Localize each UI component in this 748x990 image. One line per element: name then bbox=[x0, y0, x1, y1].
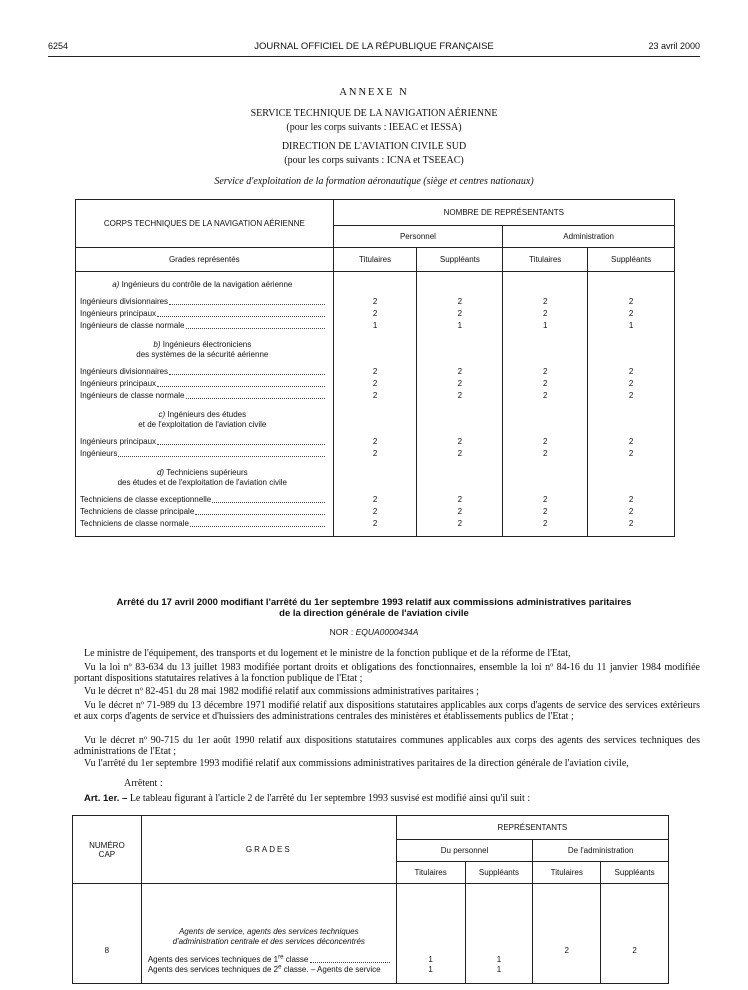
grade-line bbox=[80, 518, 325, 530]
spacer bbox=[503, 460, 587, 494]
column-header: Titulaires bbox=[396, 862, 465, 884]
value: 2 bbox=[372, 495, 378, 504]
spacer bbox=[334, 332, 417, 366]
category-title bbox=[148, 927, 390, 947]
value: 2 bbox=[457, 367, 463, 376]
personnel-header: Du personnel bbox=[396, 840, 533, 862]
category-letter: b) bbox=[153, 340, 163, 349]
ordinal-suffix: e bbox=[278, 964, 282, 971]
paragraph bbox=[74, 735, 700, 757]
value: 2 bbox=[457, 449, 463, 458]
spacer bbox=[588, 460, 674, 494]
category-title bbox=[80, 410, 325, 430]
value: 2 bbox=[542, 507, 548, 516]
value: 1 bbox=[496, 955, 502, 964]
leader-dots bbox=[157, 378, 325, 387]
grade-label: Ingénieurs principaux bbox=[80, 379, 157, 388]
value: 2 bbox=[372, 367, 378, 376]
representants-header: REPRÉSENTANTS bbox=[396, 816, 668, 840]
spacer bbox=[334, 402, 417, 436]
paragraph bbox=[74, 758, 700, 769]
spacer bbox=[334, 460, 417, 494]
value: 2 bbox=[457, 437, 463, 446]
value: 1 bbox=[428, 955, 433, 964]
grade-line bbox=[80, 320, 325, 332]
category-title-text: Ingénieurs des études bbox=[167, 410, 247, 419]
spacer bbox=[417, 460, 502, 494]
ordinal-suffix: re bbox=[278, 954, 284, 961]
representatives-table bbox=[75, 199, 675, 537]
nor-value: EQUA0000434A bbox=[355, 627, 419, 637]
grades-header: GRADES bbox=[141, 816, 396, 884]
leader-dots bbox=[169, 366, 325, 375]
article-text: Le tableau figurant à l'article 2 de l'arrêté du 1er septembre 1993 susvisé est modifié ainsi qu'il suit : bbox=[129, 793, 531, 804]
category-title-line: d'administration centrale et des services déconcentrés bbox=[172, 937, 365, 946]
value: 2 bbox=[628, 519, 634, 528]
grade-label: Ingénieurs de classe normale bbox=[80, 321, 185, 330]
value: 2 bbox=[372, 297, 378, 306]
grade-line bbox=[80, 308, 325, 320]
column-header: Suppléants bbox=[417, 248, 503, 272]
value: 2 bbox=[628, 391, 634, 400]
article-label: Art. 1er. – bbox=[84, 793, 128, 804]
value: 2 bbox=[457, 379, 463, 388]
value: 2 bbox=[542, 391, 548, 400]
category-title bbox=[80, 280, 325, 290]
administration-header: De l'administration bbox=[533, 840, 669, 862]
service-heading: SERVICE TECHNIQUE DE LA NAVIGATION AÉRIENNE bbox=[250, 108, 498, 119]
category-title-line: des systèmes de la sécurité aérienne bbox=[136, 350, 269, 359]
grade-line bbox=[148, 965, 390, 975]
grade-label: Ingénieurs principaux bbox=[80, 309, 157, 318]
arrete-title-line: de la direction générale de l'aviation civile bbox=[279, 608, 469, 619]
value: 2 bbox=[457, 309, 463, 318]
spacer bbox=[417, 332, 502, 366]
grade-line bbox=[80, 448, 325, 460]
value: 1 bbox=[542, 321, 548, 330]
category-title-text: Ingénieurs du contrôle de la navigation aérienne bbox=[121, 280, 293, 289]
administration-suppleants-cell: 2 bbox=[601, 884, 669, 984]
grade-line bbox=[148, 955, 390, 965]
value: 2 bbox=[542, 495, 548, 504]
grade-label: Techniciens de classe exceptionnelle bbox=[80, 495, 212, 504]
paragraph-text: Vu le décret nº 82-451 du 28 mai 1982 modifié relatif aux commissions administratives paritaires ; bbox=[84, 686, 479, 697]
personnel-header: Personnel bbox=[333, 226, 503, 248]
grade-label: Ingénieurs de classe normale bbox=[80, 391, 185, 400]
nor-label: NOR : bbox=[329, 627, 354, 637]
article-1 bbox=[74, 793, 700, 804]
nombre-header: NOMBRE DE REPRÉSENTANTS bbox=[333, 200, 674, 226]
publication-date: 23 avril 2000 bbox=[648, 41, 700, 51]
cap-table bbox=[72, 815, 669, 984]
leader-dots bbox=[169, 296, 325, 305]
grade-label: Agents des services techniques de 2e classe. – Agents de service bbox=[147, 964, 381, 974]
value: 2 bbox=[542, 449, 548, 458]
numero-cap-header bbox=[73, 816, 142, 884]
grade-line bbox=[80, 494, 325, 506]
value: 2 bbox=[628, 297, 634, 306]
value: 1 bbox=[628, 321, 634, 330]
leader-dots bbox=[212, 494, 324, 503]
value: 2 bbox=[542, 437, 548, 446]
grades-column bbox=[76, 272, 334, 537]
leader-dots bbox=[118, 448, 324, 457]
value: 2 bbox=[372, 519, 378, 528]
value: 1 bbox=[457, 321, 463, 330]
administration-header: Administration bbox=[503, 226, 675, 248]
grade-line bbox=[80, 296, 325, 308]
page-number: 6254 bbox=[48, 41, 69, 51]
journal-title: JOURNAL OFFICIEL DE LA RÉPUBLIQUE FRANÇAISE bbox=[254, 41, 494, 52]
value: 2 bbox=[372, 391, 378, 400]
grade-line bbox=[80, 366, 325, 378]
grades-cell bbox=[141, 884, 396, 984]
administration-suppleants-column bbox=[588, 272, 675, 537]
value: 2 bbox=[457, 391, 463, 400]
value: 2 bbox=[542, 309, 548, 318]
arrete-title bbox=[0, 597, 748, 619]
value: 1 bbox=[372, 321, 378, 330]
arrete-title-line: Arrêté du 17 avril 2000 modifiant l'arrêté du 1er septembre 1993 relatif aux commissions administratives paritaires bbox=[116, 597, 632, 608]
paragraph bbox=[74, 662, 700, 684]
category-letter: c) bbox=[158, 410, 168, 419]
service-subheading: (pour les corps suivants : ICNA et TSEEAC) bbox=[284, 155, 464, 166]
category-title-line bbox=[80, 340, 325, 350]
value: 2 bbox=[628, 507, 634, 516]
paragraph-text: Vu l'arrêté du 1er septembre 1993 modifié relatif aux commissions administratives paritaires de la direction générale de l'aviation civile, bbox=[84, 758, 629, 769]
administration-titulaires-cell: 2 bbox=[533, 884, 601, 984]
paragraph-text: Vu le décret nº 71-989 du 13 décembre 1971 modifié relatif aux dispositions statutaires applicables aux corps d'agents de service des services extérieurs et aux corps d'agents de service et d'huissiers des administrations centrales des ministères et établissements publics de l'Etat ; bbox=[74, 700, 700, 722]
service-heading: Service d'exploitation de la formation aéronautique (siège et centres nationaux) bbox=[214, 176, 534, 187]
grade-label: Ingénieurs divisionnaires bbox=[80, 367, 169, 376]
value: 2 bbox=[628, 437, 634, 446]
category-title bbox=[80, 468, 325, 488]
grade-label: Techniciens de classe principale bbox=[80, 507, 195, 516]
service-subheading: (pour les corps suivants : IEEAC et IESSA) bbox=[286, 122, 462, 133]
value: 2 bbox=[372, 437, 378, 446]
table-row bbox=[73, 884, 669, 984]
numero-cap: 8 bbox=[73, 884, 142, 984]
value: 2 bbox=[372, 379, 378, 388]
spacer bbox=[588, 402, 674, 436]
spacer bbox=[588, 332, 674, 366]
leader-dots bbox=[186, 320, 325, 329]
grade-label: Ingénieurs bbox=[80, 449, 118, 458]
grade-label: Agents des services techniques de 1re classe bbox=[147, 954, 309, 964]
column-header: Titulaires bbox=[333, 248, 417, 272]
value: 1 bbox=[496, 965, 502, 974]
category-title-line: Agents de service, agents des services techniques bbox=[178, 927, 359, 936]
category-title-line: et de l'exploitation de l'aviation civile bbox=[138, 420, 267, 429]
corps-header: CORPS TECHNIQUES DE LA NAVIGATION AÉRIENNE bbox=[76, 200, 334, 248]
spacer bbox=[503, 272, 587, 296]
value: 2 bbox=[372, 507, 378, 516]
leader-dots bbox=[157, 436, 325, 445]
spacer bbox=[503, 402, 587, 436]
category-title-line bbox=[80, 410, 325, 420]
header-rule bbox=[48, 56, 700, 57]
spacer bbox=[417, 272, 502, 296]
personnel-titulaires-cell bbox=[396, 884, 465, 984]
paragraph bbox=[74, 686, 700, 697]
value: 2 bbox=[372, 309, 378, 318]
annex-title: ANNEXE N bbox=[339, 87, 409, 98]
grade-line bbox=[80, 436, 325, 448]
spacer bbox=[417, 402, 502, 436]
leader-dots bbox=[186, 390, 325, 399]
numero-cap-header-text: NUMÉRO CAP bbox=[89, 840, 125, 859]
arretent-label: Arrêtent : bbox=[124, 778, 163, 789]
value: 2 bbox=[457, 297, 463, 306]
category-title-line bbox=[80, 468, 325, 478]
value: 2 bbox=[628, 309, 634, 318]
category-title bbox=[80, 340, 325, 360]
personnel-suppleants-cell bbox=[465, 884, 533, 984]
administration-titulaires-column bbox=[503, 272, 588, 537]
paragraph-text: Vu le décret nº 90-715 du 1er août 1990 relatif aux dispositions statutaires communes applicables aux corps des agents des services techniques des administrations de l'Etat ; bbox=[74, 735, 700, 757]
paragraph-text: Vu la loi nº 83-634 du 13 juillet 1983 modifiée portant droits et obligations des fonctionnaires, ensemble la loi nº 84-16 du 11 janvier 1984 modifiée portant dispositions statutaires relatives à la fonction publique de l'Etat ; bbox=[74, 662, 700, 684]
column-header: Suppléants bbox=[465, 862, 533, 884]
paragraph bbox=[74, 700, 700, 722]
column-header: Titulaires bbox=[533, 862, 601, 884]
value: 2 bbox=[457, 495, 463, 504]
service-heading: DIRECTION DE L'AVIATION CIVILE SUD bbox=[281, 141, 467, 152]
value: 2 bbox=[628, 449, 634, 458]
category-title-line bbox=[80, 280, 325, 290]
category-letter: d) bbox=[156, 468, 167, 477]
paragraph-text: Le ministre de l'équipement, des transports et du logement et le ministre de la fonction publique et de la réforme de l'Etat, bbox=[84, 648, 571, 659]
value: 2 bbox=[628, 495, 634, 504]
spacer bbox=[588, 272, 674, 296]
leader-dots bbox=[157, 308, 325, 317]
value: 2 bbox=[457, 507, 463, 516]
grade-label: Ingénieurs divisionnaires bbox=[80, 297, 169, 306]
column-header: Titulaires bbox=[503, 248, 588, 272]
grade-label: Techniciens de classe normale bbox=[80, 519, 189, 528]
value: 2 bbox=[628, 379, 634, 388]
personnel-titulaires-column bbox=[333, 272, 417, 537]
column-header: Suppléants bbox=[588, 248, 675, 272]
paragraph bbox=[74, 648, 700, 659]
spacer bbox=[334, 272, 417, 296]
grade-line bbox=[80, 378, 325, 390]
value: 1 bbox=[428, 965, 433, 974]
value: 2 bbox=[542, 519, 548, 528]
grade-label: Ingénieurs principaux bbox=[80, 437, 157, 446]
value: 2 bbox=[542, 367, 548, 376]
value: 2 bbox=[628, 367, 634, 376]
value: 2 bbox=[542, 379, 548, 388]
nor-reference bbox=[0, 627, 748, 637]
category-title-text: Ingénieurs électroniciens bbox=[162, 340, 252, 349]
value: 2 bbox=[457, 519, 463, 528]
column-header: Suppléants bbox=[601, 862, 669, 884]
category-title-line: des études et de l'exploitation de l'aviation civile bbox=[117, 478, 287, 487]
grade-line bbox=[80, 506, 325, 518]
personnel-suppleants-column bbox=[417, 272, 503, 537]
value: 2 bbox=[542, 297, 548, 306]
category-title-text: Techniciens supérieurs bbox=[166, 468, 248, 477]
leader-dots bbox=[195, 506, 324, 515]
grade-line bbox=[80, 390, 325, 402]
value: 2 bbox=[372, 449, 378, 458]
leader-dots bbox=[310, 955, 389, 963]
spacer bbox=[503, 332, 587, 366]
category-letter: a) bbox=[112, 280, 122, 289]
leader-dots bbox=[190, 518, 325, 527]
grades-header: Grades représentés bbox=[76, 248, 334, 272]
